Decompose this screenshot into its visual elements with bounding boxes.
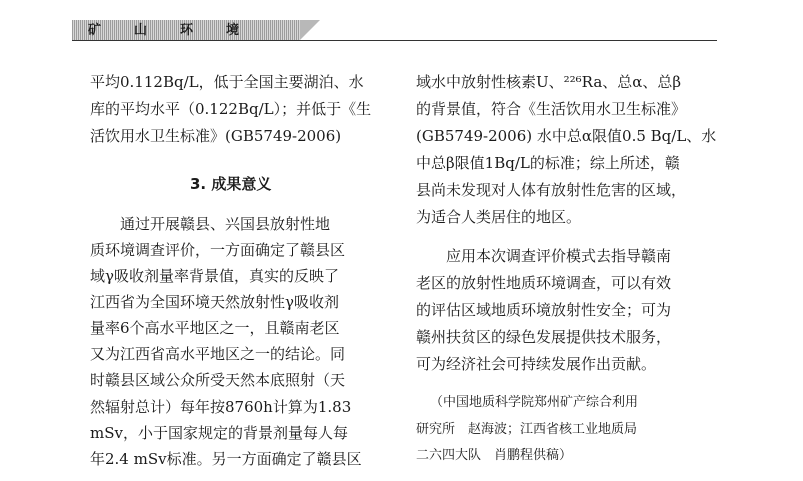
text-line: 的背景值，符合《生活饮用水卫生标准》 (416, 100, 687, 118)
credit-line: 研究所 赵海波；江西省核工业地质局 (416, 422, 638, 437)
text-line: 赣州扶贫区的绿色发展提供技术服务， (416, 328, 672, 346)
text-line: mSv，小于国家规定的背景剂量每人每 (90, 424, 348, 442)
text-line: 域水中放射性核素U、²²⁶Ra、总α、总β (416, 73, 682, 91)
text-line: 量率6个高水平地区之一，且赣南老区 (90, 319, 340, 337)
text-line: 为适合人类居住的地区。 (416, 208, 582, 226)
text-line: 老区的放射性地质环境调查，可以有效 (416, 274, 672, 292)
text-line: (GB5749-2006) 水中总α限值0.5 Bq/L、水 (416, 127, 717, 145)
running-header-title: 矿山环境 (88, 23, 273, 38)
credit-line: （中国地质科学院郑州矿产综合利用 (430, 395, 639, 410)
text-line: 活饮用水卫生标准》(GB5749-2006) (90, 127, 342, 145)
text-line: 的评估区域地质环境放射性安全；可为 (416, 301, 672, 319)
text-line: 平均0.112Bq/L，低于全国主要湖泊、水 (90, 73, 364, 91)
section-title: 3. 成果意义 (190, 175, 272, 193)
text-line: 通过开展赣县、兴国县放射性地 (120, 215, 331, 233)
text-line: 县尚未发现对人体有放射性危害的区域， (416, 181, 687, 199)
header-rule (72, 40, 717, 41)
text-line: 域γ吸收剂量率背景值，真实的反映了 (90, 267, 339, 285)
text-line: 可为经济社会可持续发展作出贡献。 (416, 355, 657, 373)
text-line: 时赣县区域公众所受天然本底照射（天 (90, 371, 346, 389)
credit-line: 二六四大队 肖鹏程供稿） (416, 448, 573, 463)
text-line: 质环境调查评价，一方面确定了赣县区 (90, 241, 346, 259)
text-line: 年2.4 mSv标准。另一方面确定了赣县区 (90, 450, 362, 468)
text-line: 应用本次调查评价模式去指导赣南 (446, 247, 672, 265)
text-line: 库的平均水平（0.122Bq/L）；并低于《生 (90, 100, 372, 118)
text-line: 然辐射总计）每年按8760h计算为1.83 (90, 398, 352, 416)
text-line: 中总β限值1Bq/L的标准；综上所述，赣 (416, 154, 680, 172)
text-line: 又为江西省高水平地区之一的结论。同 (90, 345, 346, 363)
text-line: 江西省为全国环境天然放射性γ吸收剂 (90, 293, 339, 311)
